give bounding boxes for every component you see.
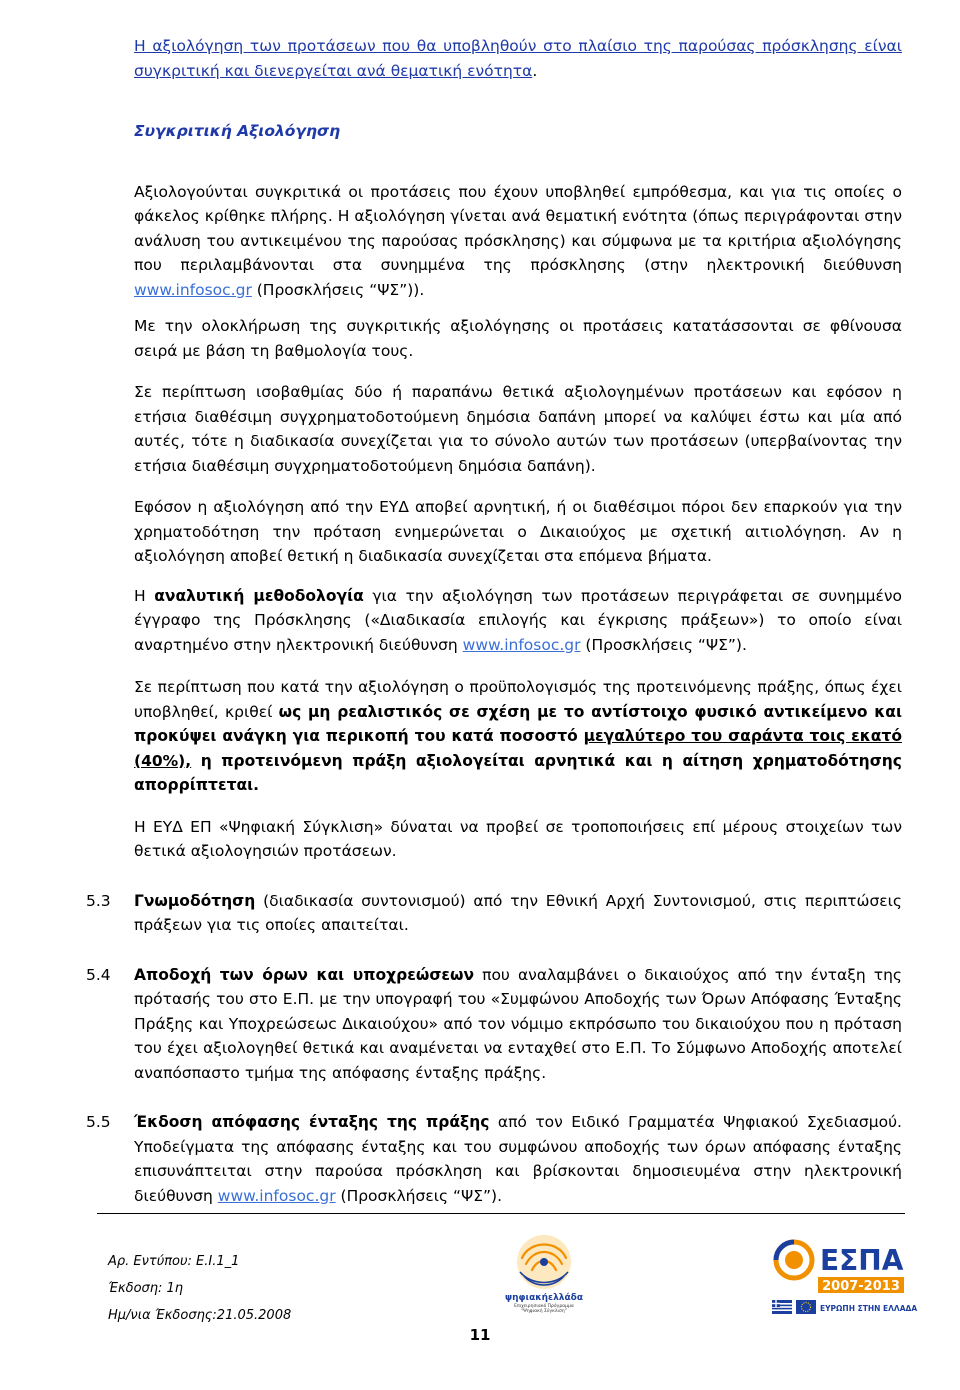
section-number: 5.3 [86,891,111,910]
footer-meta [108,1248,291,1329]
espa-years: 2007-2013 [822,1279,900,1294]
paragraph-methodology: Η αναλυτική μεθοδολογία για την αξιολόγηση των προτάσεων περιγράφεται σε συνημμένο έγγραφο της Πρόσκλησης («Διαδικασία επιλογής και έγκρισης πράξεων») το οποίο είναι αναρτημένο στην ηλεκτρονική διεύθυνση www.infosoc.gr (Προσκλήσεις “ΨΣ”). [134,586,902,654]
greek-flag-icon [772,1300,792,1314]
section-5-5: 5.5 Έκδοση απόφασης ένταξης της πράξης από τον Ειδικό Γραμματέα Ψηφιακού Σχεδιασμού. Υποδείγματα της απόφασης ένταξης και του συμφώνου αποδοχής των όρων απόφασης ένταξης επισυνάπτειται στην παρούσα πρόσκληση και βρίσκονται δημοσιευμένα στην ηλεκτρονική διεύθυνση www.infosoc.gr (Προσκλήσεις “ΨΣ”). [134,1110,902,1208]
eu-flag-icon [796,1300,816,1314]
psifiaki-brand: ψηφιακήελλάδα [504,1293,584,1303]
issue-number: Έκδοση: 1η [108,1281,184,1296]
section-number: 5.5 [86,1113,111,1131]
infosoc-link[interactable]: www.infosoc.gr [217,1186,336,1205]
paragraph-modifications: Η ΕΥΔ ΕΠ «Ψηφιακή Σύγκλιση» δύναται να προβεί σε τροποποιήσεις επί μέρους στοιχείων των θετικά αξιολογησιών προτάσεων. [134,817,902,860]
intro-paragraph [134,34,902,83]
paragraph-tie: Σε περίπτωση ισοβαθμίας δύο ή παραπάνω θετικά αξιολογημένων προτάσεων και εφόσον η ετήσια διαθέσιμη συγχρηματοδοτούμενη δημόσια δαπάνη μπορεί να καλύψει έστω και μία από αυτές, τότε η διαδικασία συνεχίζεται για το σύνολο αυτών των προτάσεων (υπερβαίνοντας την ετήσια διαθέσιμη συγχρηματοδοτούμενη δημόσια δαπάνη). [134,383,902,475]
psifiaki-sub: Επιχειρησιακό Πρόγραμμα [514,1304,574,1309]
section-5-4: 5.4 Αποδοχή των όρων και υποχρεώσεων που αναλαμβάνει ο δικαιούχος από την ένταξη της πρότασής του στο Ε.Π. με την υπογραφή του «Συμφώνου Αποδοχής των Όρων Απόφασης Ένταξης Πράξης και Υποχρεώσεωc Δικαιούχου» από τον νόμιμο εκπρόσωπο του δικαιούχου που η πρόταση του έχει αξιολογηθεί θετικά και αναμένεται να ενταχθεί στο Ε.Π. Το Σύμφωνο Αποδοχής αποτελεί αναπόσπαστο τμήμα της απόφασης ένταξης πράξης. [134,963,902,1086]
section-heading: Συγκριτική Αξιολόγηση [134,122,341,140]
espa-brand: ΕΣΠΑ [820,1244,904,1277]
footer-divider [97,1213,905,1214]
issue-date: Ημ/νια Έκδοσης:21.05.2008 [108,1308,292,1323]
psifiaki-ellada-logo [488,1232,600,1312]
section-5-3: 5.3 Γνωμοδότηση (διαδικασία συντονισμού) από την Εθνική Αρχή Συντονισμού, στις περιπτώσεις πράξεων για τις οποίες απαιτείται. [134,889,902,938]
paragraph-evaluation: Αξιολογούνται συγκριτικά οι προτάσεις που έχουν υποβληθεί εμπρόθεσμα, και για τις οποίες ο φάκελος κρίθηκε πλήρης. Η αξιολόγηση γίνεται ανά θεματική ενότητα (όπως περιγράφονται στην ανάλυση του αντικειμένου της παρούσας πρόσκλησης) και σύμφωνα με τα κριτήρια αξιολόγησης που περιλαμβάνονται στα συνημμένα της πρόσκλησης (στην ηλεκτρονική διεύθυνση www.infosoc.gr (Προσκλήσεις “ΨΣ”)). [134,182,902,299]
espa-emblem [776,1242,812,1278]
espa-logo [770,1228,918,1318]
intro-period: . [532,61,538,80]
form-number: Αρ. Εντύπου: Ε.Ι.1_1 [108,1254,240,1269]
infosoc-link[interactable]: www.infosoc.gr [462,635,581,654]
paragraph-negative: Εφόσον η αξιολόγηση από την ΕΥΔ αποβεί αρνητική, ή οι διαθέσιμοι πόροι δεν επαρκούν για την χρηματοδότηση την πρόταση ενημερώνεται ο Δικαιούχος με σχετική αιτιολόγηση. Αν η αξιολόγηση αποβεί θετική η διαδικασία συνεχίζεται στα επόμενα βήματα. [134,498,902,565]
section-number: 5.4 [86,965,111,984]
espa-tagline: ΕΥΡΩΠΗ ΣΤΗΝ ΕΛΛΑΔΑ [820,1304,918,1313]
document-body [86,34,902,1208]
paragraph-ranking: Με την ολοκλήρωση της συγκριτικής αξιολόγησης οι προτάσεις κατατάσσονται σε φθίνουσα σειρά με βάση τη βαθμολογία τους. [134,317,902,360]
infosoc-link[interactable]: www.infosoc.gr [134,280,252,299]
psifiaki-sub2: "Ψηφιακή Σύγκλιση" [521,1309,567,1314]
paragraph-budget: Σε περίπτωση που κατά την αξιολόγηση ο προϋπολογισμός της προτεινόμενης πράξης, όπως έχει υποβληθεί, κριθεί ως μη ρεαλιστικός σε σχέση με το αντίστοιχο φυσικό αντικείμενο και προκύψει ανάγκη για περικοπή του κατά ποσοστό μεγαλύτερο του σαράντα τοις εκατό (40%), η προτεινόμενη πράξη αξιολογείται αρνητικά και η αίτηση χρηματοδότησης απορρίπτεται. [134,678,902,794]
page-number: 11 [469,1326,491,1344]
intro-text: Η αξιολόγηση των προτάσεων που θα υποβληθούν στο πλαίσιο της παρούσας πρόσκλησης είναι συγκριτική και διενεργείται ανά θεματική ενότητα [134,37,902,80]
